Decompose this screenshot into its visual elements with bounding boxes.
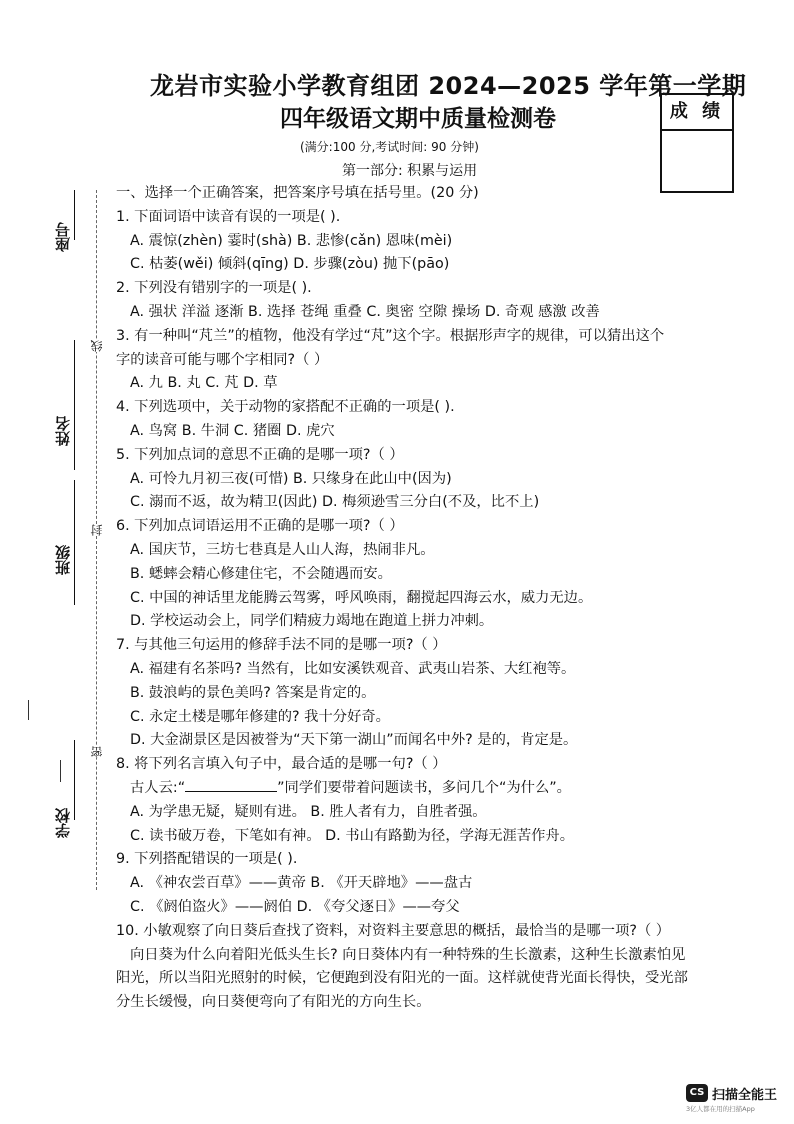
passage-line-1: 向日葵为什么向着阳光低头生长? 向日葵体内有一种特殊的生长激素，这种生长激素怕见: [130, 946, 686, 963]
exam-title-line2: 四年级语文期中质量检测卷: [280, 106, 556, 132]
class-label: 班级: [54, 545, 72, 575]
margin-mark: [60, 760, 61, 782]
question-2: 2. 下列没有错别字的一项是( ).: [116, 280, 312, 297]
seat-line: [74, 190, 75, 240]
seal-char-line: 线: [90, 340, 104, 352]
question-8-sentence: [116, 777, 736, 801]
question-content: [116, 182, 736, 1015]
seal-char-feng: 封: [90, 524, 104, 536]
question-1-options-ab: A. 震惊(zhèn) 霎时(shà) B. 悲惨(cǎn) 恩味(mèi): [130, 232, 453, 249]
question-8: 8. 将下列名言填入句子中，最合适的是哪一句?（ ）: [116, 756, 447, 773]
scanner-tagline: 3亿人都在用的扫描App: [686, 1105, 755, 1113]
question-7: 7. 与其他三句运用的修辞手法不同的是哪一项?（ ）: [116, 637, 447, 654]
question-6: 6. 下列加点词语运用不正确的是哪一项?（ ）: [116, 518, 404, 535]
question-6-option-b: B. 蟋蟀会精心修建住宅，不会随遇而安。: [130, 565, 392, 582]
question-8-options-ab: A. 为学患无疑，疑则有进。 B. 胜人者有力，自胜者强。: [130, 803, 487, 820]
name-label: 姓名: [54, 416, 72, 446]
score-box: [660, 93, 734, 193]
question-5-options-cd: C. 溺而不返，故为精卫(因此) D. 梅须逊雪三分白(不及，比不上): [130, 494, 540, 511]
question-7-option-a: A. 福建有名茶吗? 当然有，比如安溪铁观音、武夷山岩茶、大红袍等。: [130, 660, 576, 677]
question-3-cont: 字的读音可能与哪个字相同?（ ）: [116, 351, 329, 368]
question-2-options: A. 强状 洋溢 逐渐 B. 选择 苍绳 重叠 C. 奥密 空隙 操场 D. 奇观 感激 改善: [130, 303, 600, 320]
question-7-option-d: D. 大金湖景区是因被誉为“天下第一湖山”而闻名中外? 是的，肯定是。: [130, 732, 578, 749]
quote-start: 古人云:“: [130, 779, 186, 796]
quote-end: ”同学们要带着问题读书，多问几个“为什么”。: [277, 779, 571, 796]
question-7-option-c: C. 永定土楼是哪年修建的? 我十分好奇。: [130, 708, 390, 725]
question-8-options-cd: C. 读书破万卷，下笔如有神。 D. 书山有路勤为径，学海无涯苦作舟。: [130, 827, 575, 844]
question-5-options-ab: A. 可怜九月初三夜(可惜) B. 只缘身在此山中(因为): [130, 470, 452, 487]
margin-mark: [28, 700, 29, 720]
section-heading: 一、选择一个正确答案，把答案序号填在括号里。(20 分): [116, 185, 479, 201]
part-heading: 第一部分: 积累与运用: [342, 163, 478, 179]
question-6-option-c: C. 中国的神话里龙能腾云驾雾，呼风唤雨，翻搅起四海云水，威力无边。: [130, 589, 593, 606]
question-1: 1. 下面词语中读音有误的一项是( ).: [116, 208, 341, 225]
question-7-option-b: B. 鼓浪屿的景色美吗? 答案是肯定的。: [130, 684, 376, 701]
school-line: [74, 740, 75, 820]
question-9-options-cd: C. 《阏伯盗火》——阏伯 D. 《夸父逐日》——夸父: [130, 898, 460, 915]
question-1-options-cd: C. 枯萎(wěi) 倾斜(qīng) D. 步骤(zòu) 抛下(pāo): [130, 256, 450, 273]
scanner-logo-icon: CS: [686, 1084, 708, 1102]
question-6-option-d: D. 学校运动会上，同学们精疲力竭地在跑道上拼力冲刺。: [130, 613, 494, 630]
question-9: 9. 下列搭配错误的一项是( ).: [116, 851, 298, 868]
score-label: 成 绩: [662, 95, 732, 131]
name-line: [74, 340, 75, 470]
seal-char-mi: 密: [90, 746, 104, 758]
passage-line-2: 阳光，所以当阳光照射的时候，它便跑到没有阳光的一面。这样就使背光面长得快，受光部: [116, 970, 688, 987]
question-3: 3. 有一种叫“芃兰”的植物，他没有学过“芃”这个字。根据形声字的规律，可以猜出这个: [116, 327, 665, 344]
question-5: 5. 下列加点词的意思不正确的是哪一项?（ ）: [116, 446, 404, 463]
question-4: 4. 下列选项中，关于动物的家搭配不正确的一项是( ).: [116, 399, 455, 416]
question-10: 10. 小敏观察了向日葵后查找了资料，对资料主要意思的概括，最恰当的是哪一项?（ ）: [116, 922, 671, 939]
question-6-option-a: A. 国庆节，三坊七巷真是人山人海，热闹非凡。: [130, 541, 435, 558]
question-9-options-ab: A. 《神农尝百草》——黄帝 B. 《开天辟地》——盘古: [130, 875, 473, 892]
passage-line-3: 分生长缓慢，向日葵便弯向了有阳光的方向生长。: [116, 994, 431, 1011]
question-3-options: A. 九 B. 丸 C. 芃 D. 草: [130, 375, 278, 392]
exam-subtitle: (满分:100 分,考试时间: 90 分钟): [300, 140, 479, 154]
class-line: [74, 480, 75, 605]
exam-title-line1: 龙岩市实验小学教育组团 2024—2025 学年第一学期: [150, 72, 747, 100]
seal-dashed-line: [96, 190, 97, 890]
school-label: 学校: [54, 808, 72, 838]
seat-label: 座号: [54, 222, 72, 252]
scanner-app-name: 扫描全能王: [712, 1088, 778, 1103]
fill-blank[interactable]: [185, 777, 277, 792]
question-4-options: A. 鸟窝 B. 牛洞 C. 猪圈 D. 虎穴: [130, 422, 335, 439]
